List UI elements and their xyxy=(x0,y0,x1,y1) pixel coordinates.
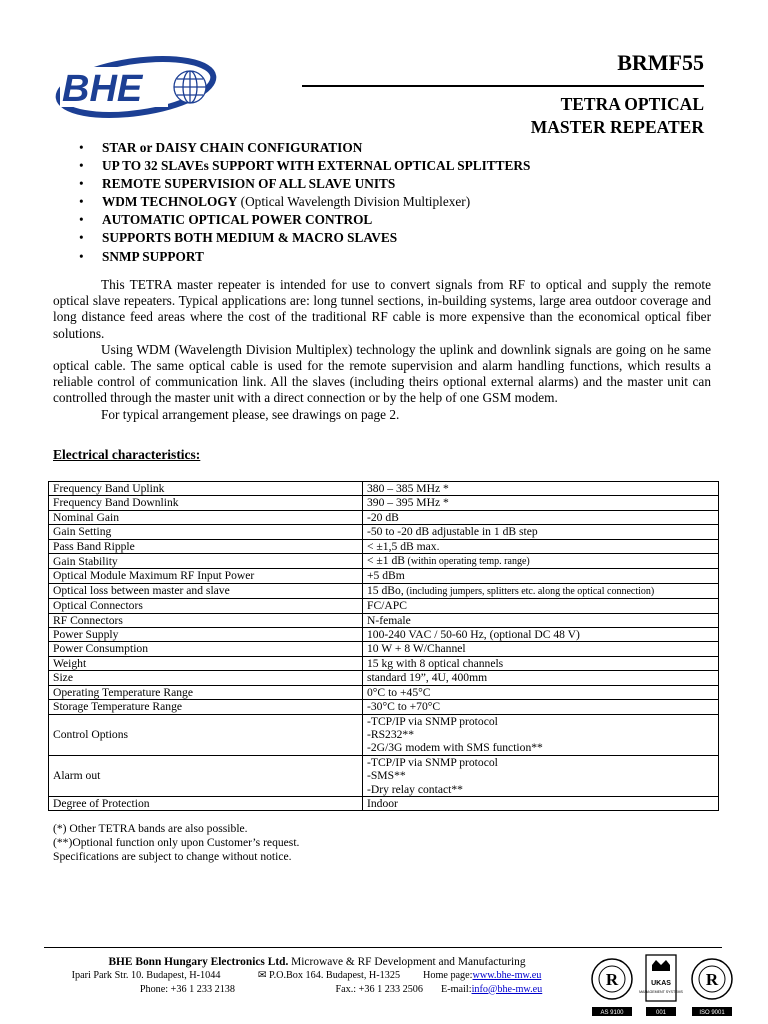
spec-value-note: (including jumpers, splitters etc. along the optical connection) xyxy=(403,585,655,597)
feature-item: • STAR or DAISY CHAIN CONFIGURATION xyxy=(79,139,530,157)
spec-param: Alarm out xyxy=(49,755,363,796)
spec-value xyxy=(363,671,719,685)
spec-value xyxy=(363,496,719,510)
spec-row xyxy=(49,554,719,569)
spec-row xyxy=(49,656,719,670)
spec-value-line: -2G/3G modem with SMS function** xyxy=(367,741,543,755)
spec-param: RF Connectors xyxy=(49,613,363,627)
spec-row xyxy=(49,482,719,496)
spec-value-text: +5 dBm xyxy=(367,569,405,583)
bhe-logo xyxy=(52,55,217,119)
spec-value xyxy=(363,539,719,553)
homepage-link[interactable]: www.bhe-mw.eu xyxy=(472,970,542,981)
svg-text:R: R xyxy=(705,970,719,989)
footnote: (*) Other TETRA bands are also possible. xyxy=(53,822,248,835)
description-paragraph: For typical arrangement please, see drawings on page 2. xyxy=(101,406,400,422)
feature-item: • SUPPORTS BOTH MEDIUM & MACRO SLAVES xyxy=(79,229,530,247)
spec-value-text: 100-240 VAC / 50-60 Hz, (optional DC 48 V) xyxy=(367,628,580,642)
svg-text:R: R xyxy=(605,970,619,989)
spec-table xyxy=(48,481,719,811)
spec-value xyxy=(363,510,719,524)
spec-param: Gain Stability xyxy=(49,554,363,569)
feature-item: • UP TO 32 SLAVEs SUPPORT WITH EXTERNAL OPTICAL SPLITTERS xyxy=(79,157,530,175)
feature-list xyxy=(79,139,530,266)
globe-icon xyxy=(174,71,206,103)
footnote: Specifications are subject to change without notice. xyxy=(53,850,292,863)
spec-row xyxy=(49,714,719,755)
spec-row xyxy=(49,685,719,699)
spec-value-text: -30°C to +70°C xyxy=(367,700,441,714)
spec-value xyxy=(363,525,719,539)
svg-text:UKAS: UKAS xyxy=(651,980,671,987)
description-paragraph: This TETRA master repeater is intended for use to convert signals from RF to optical and supply the remote optical slave repeaters. Typical applications are: long tunnel sections, in-building systems, large area outdoor coverage and long distance feed areas where the cost of the traditional RF cable is more expensive than the economical optical fiber solutions. xyxy=(53,277,711,341)
spec-param: Gain Setting xyxy=(49,525,363,539)
spec-value-text: 390 – 395 MHz * xyxy=(367,496,449,510)
spec-value-text: 15 kg with 8 optical channels xyxy=(367,656,504,670)
spec-value-note: (within operating temp. range) xyxy=(405,556,530,568)
footer xyxy=(57,955,577,996)
spec-value-line: -Dry relay contact** xyxy=(367,782,463,796)
spec-value-text: 10 W + 8 W/Channel xyxy=(367,642,466,656)
spec-row xyxy=(49,599,719,613)
svg-text:001: 001 xyxy=(655,1010,667,1016)
spec-value xyxy=(363,796,719,810)
spec-value-text: Indoor xyxy=(367,796,398,810)
product-title: TETRA OPTICAL MASTER REPEATER xyxy=(530,94,704,137)
spec-value-text: N-female xyxy=(367,613,411,627)
logo-text: BHE xyxy=(62,68,143,110)
spec-value-line: -TCP/IP via SNMP protocol xyxy=(367,714,498,728)
spec-value xyxy=(363,583,719,598)
envelope-icon: ✉ xyxy=(257,970,267,981)
feature-item: • WDM TECHNOLOGY (Optical Wavelength Division Multiplexer) xyxy=(79,193,530,211)
spec-value xyxy=(363,656,719,670)
spec-param: Optical Module Maximum RF Input Power xyxy=(49,569,363,583)
svg-text:ISO 9001: ISO 9001 xyxy=(699,1010,725,1016)
spec-param: Weight xyxy=(49,656,363,670)
spec-value-line: -SMS** xyxy=(367,769,406,783)
spec-value-text: < ±1 dB xyxy=(367,554,406,568)
spec-value-text: 15 dBo, xyxy=(367,583,404,597)
spec-row xyxy=(49,613,719,627)
feature-item: • AUTOMATIC OPTICAL POWER CONTROL xyxy=(79,211,530,229)
spec-value xyxy=(363,714,719,755)
spec-value xyxy=(363,755,719,796)
spec-value xyxy=(363,628,719,642)
model-number: BRMF55 xyxy=(617,50,704,75)
spec-row xyxy=(49,525,719,539)
spec-row xyxy=(49,569,719,583)
footnotes xyxy=(53,822,299,864)
svg-text:AS 9100: AS 9100 xyxy=(600,1010,624,1016)
spec-param: Frequency Band Downlink xyxy=(49,496,363,510)
spec-row xyxy=(49,539,719,553)
spec-param: Control Options xyxy=(49,714,363,755)
spec-row xyxy=(49,796,719,810)
spec-row xyxy=(49,671,719,685)
spec-value-line: -TCP/IP via SNMP protocol xyxy=(367,755,498,769)
spec-value-line: -RS232** xyxy=(367,727,415,741)
spec-row xyxy=(49,583,719,598)
description xyxy=(53,277,711,423)
spec-value xyxy=(363,482,719,496)
spec-value xyxy=(363,700,719,714)
spec-param: Size xyxy=(49,671,363,685)
spec-param: Optical loss between master and slave xyxy=(49,583,363,598)
spec-param: Pass Band Ripple xyxy=(49,539,363,553)
spec-value xyxy=(363,599,719,613)
spec-param: Frequency Band Uplink xyxy=(49,482,363,496)
spec-row xyxy=(49,496,719,510)
spec-value-text: 380 – 385 MHz * xyxy=(367,482,449,495)
spec-row xyxy=(49,628,719,642)
spec-param: Storage Temperature Range xyxy=(49,700,363,714)
description-paragraph: Using WDM (Wavelength Division Multiplex) technology the uplink and downlink signals are going on he same optical cable. The same optical cable is used for the remote supervision and alarm handling functions, which results a reliable control of communication link. All the slaves (including theirs optional external alarms) and the master unit can controlled through the master unit with a direct connection or by the help of one GSM modem. xyxy=(53,341,711,406)
footer-contact-row: Phone: +36 1 233 2138 Fax.: +36 1 233 2506 E-mail:info@bhe-mw.eu xyxy=(139,983,543,995)
as9100-cert-icon xyxy=(592,959,632,1016)
footnote: (**)Optional function only upon Customer’s request. xyxy=(53,836,300,849)
header-rule xyxy=(302,85,704,87)
email-link[interactable]: info@bhe-mw.eu xyxy=(471,983,543,995)
spec-value xyxy=(363,554,719,569)
footer-rule xyxy=(44,947,722,948)
footer-address-row: Ipari Park Str. 10. Budapest, H-1044 ✉ P.O.Box 164. Budapest, H-1325 Home page:www.bhe-mw.eu xyxy=(71,970,542,981)
spec-param: Power Consumption xyxy=(49,642,363,656)
spec-value-text: -20 dB xyxy=(367,510,399,524)
spec-value-text: 0°C to +45°C xyxy=(367,685,431,699)
section-title: Electrical characteristics: xyxy=(53,447,201,462)
spec-row xyxy=(49,642,719,656)
spec-row xyxy=(49,700,719,714)
spec-value-text: standard 19”, 4U, 400mm xyxy=(367,671,488,685)
spec-row xyxy=(49,755,719,796)
iso9001-cert-icon xyxy=(692,959,732,1016)
svg-text:MANAGEMENT SYSTEMS: MANAGEMENT SYSTEMS xyxy=(639,990,683,994)
spec-value-text: -50 to -20 dB adjustable in 1 dB step xyxy=(367,525,538,539)
spec-row xyxy=(49,510,719,524)
spec-value-text: FC/APC xyxy=(367,599,407,613)
spec-value xyxy=(363,685,719,699)
spec-param: Degree of Protection xyxy=(49,796,363,810)
ukas-cert-icon xyxy=(639,955,683,1016)
feature-item: • REMOTE SUPERVISION OF ALL SLAVE UNITS xyxy=(79,175,530,193)
spec-param: Optical Connectors xyxy=(49,599,363,613)
certification-logos xyxy=(588,951,738,1019)
footer-company: BHE Bonn Hungary Electronics Ltd. Microwave & RF Development and Manufacturing xyxy=(108,956,526,968)
spec-param: Operating Temperature Range xyxy=(49,685,363,699)
spec-param: Nominal Gain xyxy=(49,510,363,524)
spec-value xyxy=(363,642,719,656)
feature-item: • SNMP SUPPORT xyxy=(79,248,530,266)
spec-value xyxy=(363,569,719,583)
spec-param: Power Supply xyxy=(49,628,363,642)
spec-value xyxy=(363,613,719,627)
spec-value-text: < ±1,5 dB max. xyxy=(367,539,440,553)
